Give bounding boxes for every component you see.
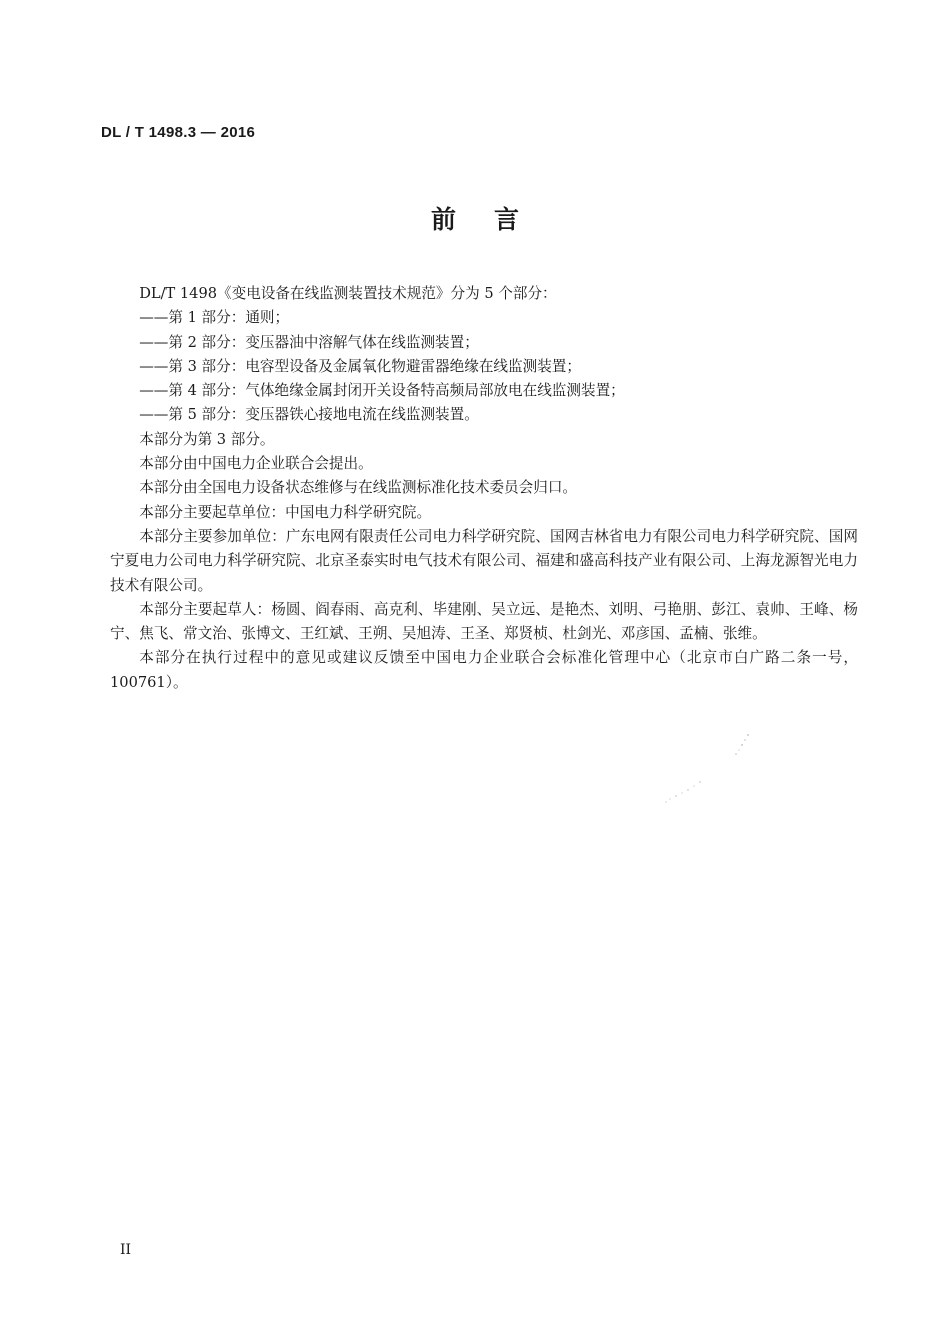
drafters-paragraph: 本部分主要起草人：杨圆、阎春雨、高克利、毕建刚、吴立远、是艳杰、刘明、弓艳朋、彭江、袁帅、王峰、杨宁、焦飞、常文治、张博文、王红斌、王朔、吴旭涛、王圣、郑贤桢、杜剑光、邓彦国、孟楠、张维。 (110, 600, 858, 643)
page-number: II (120, 1242, 132, 1258)
managed-by-paragraph: 本部分由全国电力设备状态维修与在线监测标准化技术委员会归口。 (139, 479, 578, 497)
this-part-paragraph: 本部分为第 3 部分。 (139, 430, 275, 448)
foreword-body (110, 282, 858, 695)
part-list-item: ——第 3 部分：电容型设备及金属氧化物避雷器绝缘在线监测装置； (139, 357, 581, 375)
part-list-item: ——第 4 部分：气体绝缘金属封闭开关设备特高频局部放电在线监测装置； (139, 382, 625, 400)
main-drafter-unit-paragraph: 本部分主要起草单位：中国电力科学研究院。 (139, 503, 432, 521)
feedback-paragraph: 本部分在执行过程中的意见或建议反馈至中国电力企业联合会标准化管理中心（北京市白广路二条一号，100761）。 (110, 649, 858, 691)
part-list-item: ——第 5 部分：变压器铁心接地电流在线监测装置。 (139, 406, 479, 424)
intro-paragraph: DL/T 1498《变电设备在线监测装置技术规范》分为 5 个部分： (139, 285, 557, 302)
part-list-item: ——第 1 部分：通则； (139, 309, 290, 327)
scan-speckle-marks (660, 730, 760, 830)
proposed-by-paragraph: 本部分由中国电力企业联合会提出。 (139, 455, 373, 473)
part-list-item: ——第 2 部分：变压器油中溶解气体在线监测装置； (139, 333, 479, 351)
participating-units-paragraph: 本部分主要参加单位：广东电网有限责任公司电力科学研究院、国网吉林省电力有限公司电力科学研究院、国网宁夏电力公司电力科学研究院、北京圣泰实时电气技术有限公司、福建和盛高科技产业有限公司、上海龙源智光电力技术有限公司。 (110, 527, 858, 594)
standard-number-header: DL / T 1498.3 — 2016 (101, 124, 256, 141)
page-title: 前言 (430, 205, 557, 234)
